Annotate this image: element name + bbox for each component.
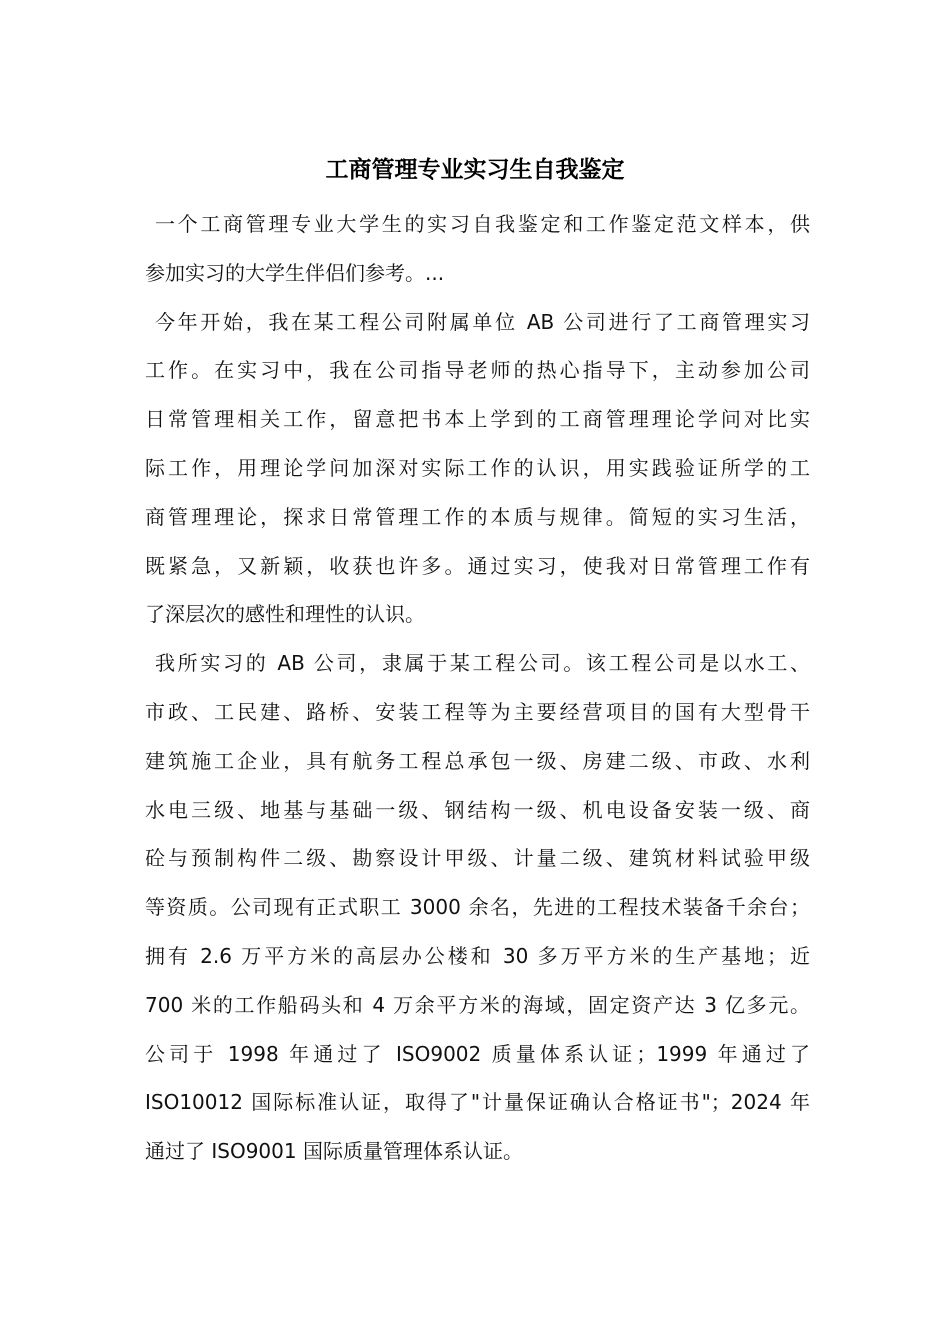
paragraph-internship <box>145 298 810 640</box>
text-line: 一个工商管理专业大学生的实习自我鉴定和工作鉴定范文样本，供 <box>155 212 810 236</box>
text-line: 我所实习的 AB 公司，隶属于某工程公司。该工程公司是以水工、 <box>155 651 810 676</box>
text-line: 今年开始，我在某工程公司附属单位 AB 公司进行了工商管理实习 <box>155 309 810 334</box>
document-body <box>145 200 810 1176</box>
text-line: 了深层次的感性和理性的认识。 <box>145 602 425 627</box>
text-line: 商管理理论，探求日常管理工作的本质与规律。简短的实习生活， <box>145 504 810 529</box>
text-line: 公司于 1998 年通过了 ISO9002 质量体系认证；1999 年通过了 <box>145 1041 810 1066</box>
text-line: 参加实习的大学生伴侣们参考。... <box>145 260 445 285</box>
text-line: 市政、工民建、路桥、安装工程等为主要经营项目的国有大型骨干 <box>145 699 810 724</box>
text-line: 建筑施工企业，具有航务工程总承包一级、房建二级、市政、水利 <box>145 748 810 773</box>
text-line: ISO10012 国际标准认证，取得了"计量保证确认合格证书"；2024 年 <box>145 1090 810 1115</box>
paragraph-intro <box>145 200 810 298</box>
text-line: 水电三级、地基与基础一级、钢结构一级、机电设备安装一级、商 <box>145 797 810 822</box>
text-line: 日常管理相关工作，留意把书本上学到的工商管理理论学问对比实 <box>145 407 810 432</box>
text-line: 等资质。公司现有正式职工 3000 余名，先进的工程技术装备千余台； <box>145 895 810 920</box>
text-line: 既紧急，又新颖，收获也许多。通过实习，使我对日常管理工作有 <box>145 553 810 578</box>
text-line: 际工作，用理论学问加深对实际工作的认识，用实践验证所学的工 <box>145 455 810 480</box>
text-line: 拥有 2.6 万平方米的高层办公楼和 30 多万平方米的生产基地；近 <box>145 943 810 968</box>
paragraph-company <box>145 639 810 1176</box>
text-line: 700 米的工作船码头和 4 万余平方米的海域，固定资产达 3 亿多元。 <box>145 992 810 1017</box>
text-line: 工作。在实习中，我在公司指导老师的热心指导下，主动参加公司 <box>145 358 810 383</box>
text-line: 砼与预制构件二级、勘察设计甲级、计量二级、建筑材料试验甲级 <box>145 846 810 871</box>
document-title: 工商管理专业实习生自我鉴定 <box>325 156 625 183</box>
text-line: 通过了 ISO9001 国际质量管理体系认证。 <box>145 1139 523 1164</box>
